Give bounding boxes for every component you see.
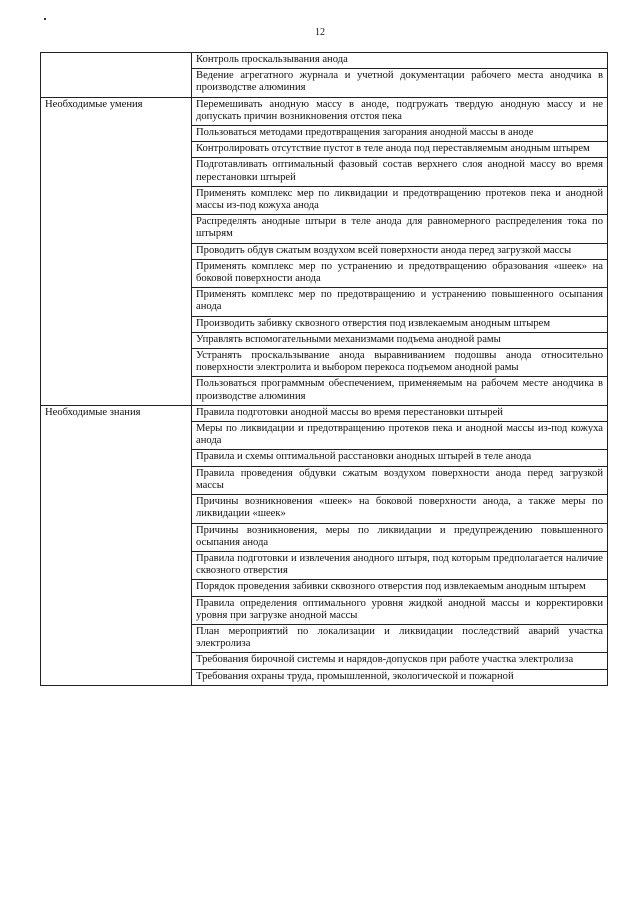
table-cell-item: Управлять вспомогательными механизмами подъема анодной рамы xyxy=(192,332,608,348)
table-cell-item: Проводить обдув сжатым воздухом всей поверхности анода перед загрузкой массы xyxy=(192,243,608,259)
table-cell-item: Устранять проскальзывание анода выравниванием подошвы анода относительно поверхности электролита и выбором перекоса подъемом анодной рамы xyxy=(192,349,608,377)
table-cell-item: Причины возникновения, меры по ликвидации и предупреждению повышенного осыпания анода xyxy=(192,523,608,551)
table-cell-item: План мероприятий по локализации и ликвидации последствий аварий участка электролиза xyxy=(192,624,608,652)
competency-table xyxy=(40,52,608,686)
table-row xyxy=(41,405,608,421)
section-label xyxy=(41,53,192,98)
section-label: Необходимые умения xyxy=(41,97,192,405)
table-cell-item: Правила подготовки анодной массы во время перестановки штырей xyxy=(192,405,608,421)
table-cell-item: Контроль проскальзывания анода xyxy=(192,53,608,69)
scan-speck xyxy=(44,18,46,20)
table-body xyxy=(41,53,608,686)
table-cell-item: Применять комплекс мер по ликвидации и предотвращению протеков пека и анодной массы из-под кожуха анода xyxy=(192,186,608,214)
table-cell-item: Производить забивку сквозного отверстия под извлекаемым анодным штырем xyxy=(192,316,608,332)
table-cell-item: Правила и схемы оптимальной расстановки анодных штырей в теле анода xyxy=(192,450,608,466)
table-cell-item: Требования охраны труда, промышленной, экологической и пожарной xyxy=(192,669,608,685)
table-row xyxy=(41,53,608,69)
table-cell-item: Подготавливать оптимальный фазовый состав верхнего слоя анодной массу во время перестановки штырей xyxy=(192,158,608,186)
table-cell-item: Правила проведения обдувки сжатым воздухом поверхности анода перед загрузкой массы xyxy=(192,466,608,494)
table-cell-item: Требования бирочной системы и нарядов-допусков при работе участка электролиза xyxy=(192,653,608,669)
table-cell-item: Меры по ликвидации и предотвращению протеков пека и анодной массы из-под кожуха анода xyxy=(192,422,608,450)
table-cell-item: Распределять анодные штыри в теле анода для равномерного распределения тока по штырям xyxy=(192,215,608,243)
page-number: 12 xyxy=(315,27,325,38)
table-cell-item: Причины возникновения «шеек» на боковой поверхности анода, а также меры по ликвидации «шеек» xyxy=(192,495,608,523)
table-cell-item: Перемешивать анодную массу в аноде, подгружать твердую анодную массу и не допускать причин возникновения отстоя пека xyxy=(192,97,608,125)
table-cell-item: Правила определения оптимального уровня жидкой анодной массы и корректировки уровня при загрузке анодной массы xyxy=(192,596,608,624)
table-row xyxy=(41,97,608,125)
table-cell-item: Применять комплекс мер по предотвращению и устранению повышенного осыпания анода xyxy=(192,288,608,316)
table-cell-item: Правила подготовки и извлечения анодного штыря, под которым предполагается наличие сквозного отверстия xyxy=(192,551,608,579)
table-cell-item: Применять комплекс мер по устранению и предотвращению образования «шеек» на боковой поверхности анода xyxy=(192,259,608,287)
table-cell-item: Пользоваться методами предотвращения загорания анодной массы в аноде xyxy=(192,126,608,142)
table-cell-item: Порядок проведения забивки сквозного отверстия под извлекаемым анодным штырем xyxy=(192,580,608,596)
table-cell-item: Ведение агрегатного журнала и учетной документации рабочего места анодчика в производстве алюминия xyxy=(192,69,608,97)
table-cell-item: Пользоваться программным обеспечением, применяемым на рабочем месте анодчика в производстве алюминия xyxy=(192,377,608,405)
section-label: Необходимые знания xyxy=(41,405,192,685)
table-cell-item: Контролировать отсутствие пустот в теле анода под переставляемым анодным штырем xyxy=(192,142,608,158)
